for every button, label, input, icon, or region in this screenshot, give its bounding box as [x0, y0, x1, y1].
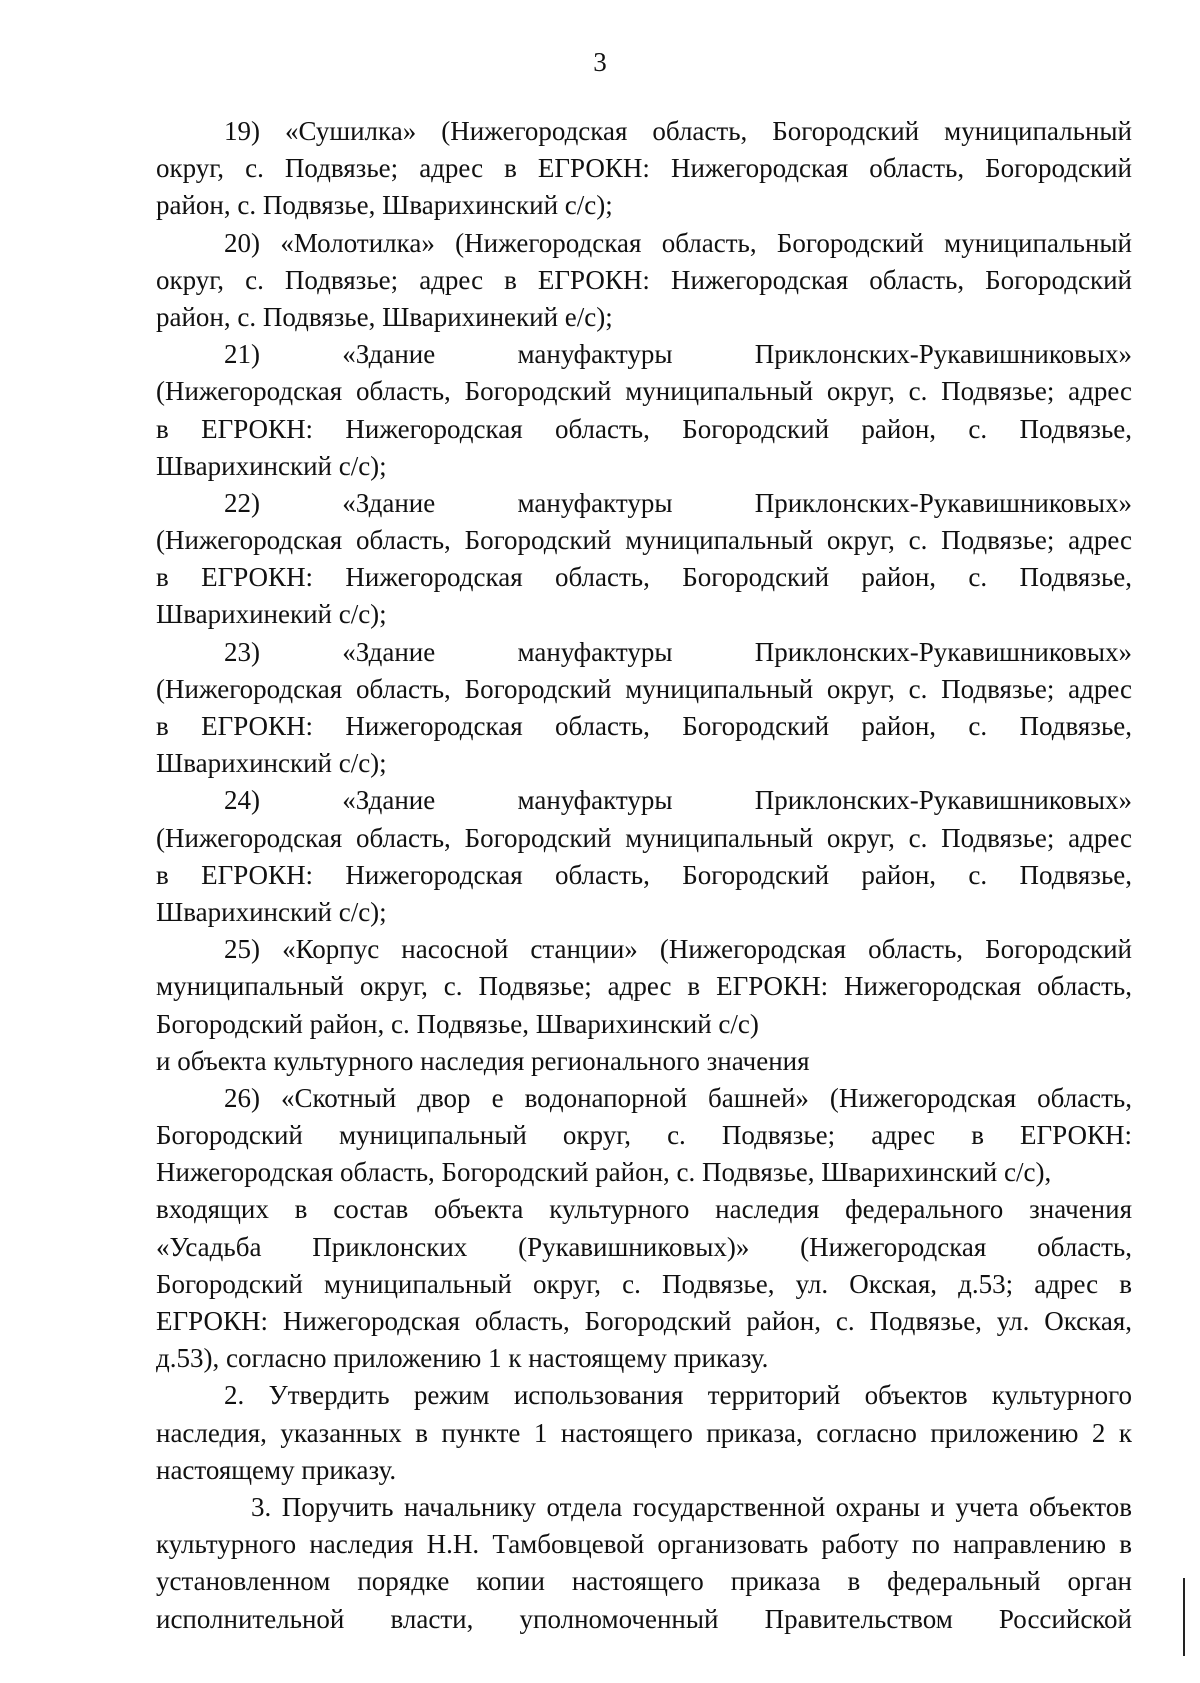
text-line: установленном порядке копии настоящего приказа в федеральный орган — [156, 1566, 1132, 1597]
text-line: Богородский муниципальный округ, с. Подвязье, ул. Окская, д.53; адрес в — [156, 1268, 1132, 1299]
text-line: муниципальный округ, с. Подвязье; адрес в ЕГРОКН: Нижегородская область, — [156, 971, 1132, 1002]
text-line: Шварихинекий с/с); — [156, 599, 387, 630]
page-number: 3 — [593, 47, 607, 77]
text-line: Шварихинский с/с); — [156, 748, 387, 779]
text-line: входящих в состав объекта культурного наследия федерального значения — [156, 1194, 1132, 1225]
scan-edge-mark — [1183, 1578, 1185, 1656]
text-line: Богородский район, с. Подвязье, Шварихинский с/с) — [156, 1008, 759, 1039]
text-line: (Нижегородская область, Богородский муниципальный округ, с. Подвязье; адрес — [156, 376, 1132, 407]
text-line: 3. Поручить начальнику отдела государственной охраны и учета объектов — [251, 1491, 1132, 1522]
text-line: д.53), согласно приложению 1 к настоящему приказу. — [156, 1343, 769, 1374]
document-body — [156, 113, 1132, 1638]
text-line: 25) «Корпус насосной станции» (Нижегородская область, Богородский — [224, 934, 1132, 965]
text-line: 21) «Здание мануфактуры Приклонских-Рукавишниковых» — [224, 339, 1132, 370]
text-line: 24) «Здание мануфактуры Приклонских-Рукавишниковых» — [224, 785, 1132, 816]
text-line: район, с. Подвязье, Шварихинский с/с); — [156, 190, 613, 221]
text-line: «Усадьба Приклонских (Рукавишниковых)» (Нижегородская область, — [156, 1231, 1132, 1262]
text-line: 26) «Скотный двор е водонапорной башней» (Нижегородская область, — [224, 1082, 1132, 1113]
text-line: (Нижегородская область, Богородский муниципальный округ, с. Подвязье; адрес — [156, 525, 1132, 556]
text-line: наследия, указанных в пункте 1 настоящего приказа, согласно приложению 2 к — [156, 1417, 1132, 1448]
text-line: 19) «Сушилка» (Нижегородская область, Богородский муниципальный — [224, 116, 1132, 146]
text-line: Богородский муниципальный округ, с. Подвязье; адрес в ЕГРОКН: — [156, 1120, 1132, 1151]
text-line: Шварихинский с/с); — [156, 896, 387, 927]
text-line: исполнительной власти, уполномоченный Правительством Российской — [156, 1603, 1132, 1634]
text-line: район, с. Подвязье, Шварихинекий е/с); — [156, 301, 613, 332]
text-line: 2. Утвердить режим использования территорий объектов культурного — [224, 1380, 1132, 1411]
text-line: 23) «Здание мануфактуры Приклонских-Рукавишниковых» — [224, 636, 1132, 667]
text-line: округ, с. Подвязье; адрес в ЕГРОКН: Нижегородская область, Богородский — [156, 153, 1132, 184]
text-line: ЕГРОКН: Нижегородская область, Богородский район, с. Подвязье, ул. Окская, — [156, 1306, 1132, 1336]
text-line: Нижегородская область, Богородский район, с. Подвязье, Шварихинский с/с), — [156, 1157, 1052, 1188]
text-line: (Нижегородская область, Богородский муниципальный округ, с. Подвязье; адрес — [156, 822, 1132, 853]
text-line: (Нижегородская область, Богородский муниципальный округ, с. Подвязье; адрес — [156, 673, 1132, 704]
text-line: культурного наследия Н.Н. Тамбовцевой организовать работу по направлению в — [156, 1529, 1132, 1560]
text-line: и объекта культурного наследия регионального значения — [156, 1045, 810, 1076]
text-line: в ЕГРОКН: Нижегородская область, Богородский район, с. Подвязье, — [156, 562, 1132, 593]
text-line: 20) «Молотилка» (Нижегородская область, Богородский муниципальный — [224, 227, 1132, 258]
text-line: в ЕГРОКН: Нижегородская область, Богородский район, с. Подвязье, — [156, 711, 1132, 741]
text-line: в ЕГРОКН: Нижегородская область, Богородский район, с. Подвязье, — [156, 413, 1132, 444]
text-line: округ, с. Подвязье; адрес в ЕГРОКН: Нижегородская область, Богородский — [156, 264, 1132, 295]
text-line: 22) «Здание мануфактуры Приклонских-Рукавишниковых» — [224, 487, 1132, 518]
text-line: настоящему приказу. — [156, 1454, 397, 1485]
text-line: Шварихинский с/с); — [156, 450, 387, 481]
text-line: в ЕГРОКН: Нижегородская область, Богородский район, с. Подвязье, — [156, 859, 1132, 890]
